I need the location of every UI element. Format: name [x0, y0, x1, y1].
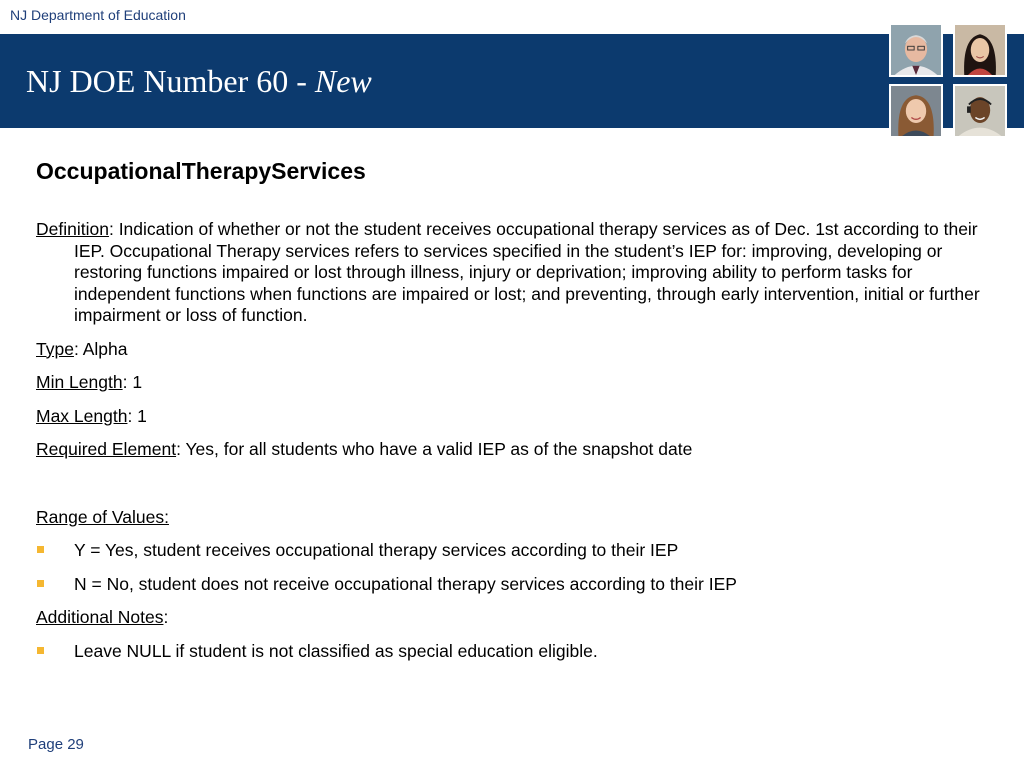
square-bullet-icon — [37, 546, 44, 553]
min-length-label: Min Length — [36, 372, 123, 392]
photo-woman-light-hair — [889, 84, 943, 138]
additional-note-null: Leave NULL if student is not classified as special education eligible. — [74, 640, 598, 661]
additional-notes-row — [36, 607, 986, 629]
max-length-label: Max Length — [36, 405, 128, 426]
photo-man-glasses — [889, 23, 943, 77]
type-row — [36, 339, 986, 361]
photo-man-headset — [953, 84, 1007, 138]
min-length-value: : 1 — [122, 372, 143, 392]
square-bullet-icon — [37, 647, 44, 654]
page-number: Page 29 — [28, 736, 84, 753]
required-element-label: Required Element — [36, 439, 177, 459]
definition-text: : Indication of whether or not the student receives occupational therapy services as of Dec. 1st according to their IEP. Occupational Therapy services refers to services specified in the student’s IEP for: improving, developing or restoring functions impaired or lost through illness, injury or deprivation; improving ability to perform tasks for independent functions when functions are impaired or lost; and preventing, through early intervention, initial or further impairment or loss of function. — [74, 219, 980, 325]
list-item — [36, 540, 986, 562]
definition-paragraph — [36, 219, 986, 327]
field-name-heading: OccupationalTherapyServices — [36, 158, 366, 184]
square-bullet-icon — [37, 580, 44, 587]
min-length-row — [36, 372, 986, 394]
definition-label: Definition — [36, 219, 109, 239]
list-item — [36, 641, 986, 663]
page-title — [26, 63, 372, 99]
page-title-main: NJ DOE Number 60 - — [26, 63, 315, 99]
max-length-value: : 1 — [127, 405, 147, 426]
page-title-emphasis: New — [314, 63, 372, 99]
max-length-row — [36, 406, 986, 428]
range-of-values-row — [36, 507, 986, 529]
required-element-row — [36, 439, 986, 461]
photo-woman-dark-hair — [953, 23, 1007, 77]
additional-notes-label: Additional Notes — [36, 607, 164, 627]
additional-notes-suffix: : — [163, 607, 169, 627]
list-item — [36, 574, 986, 596]
type-value: : Alpha — [73, 338, 128, 359]
field-details — [36, 219, 986, 674]
type-label: Type — [36, 338, 74, 359]
range-value-yes: Y = Yes, student receives occupational therapy services according to their IEP — [74, 540, 679, 560]
required-element-value: : Yes, for all students who have a valid IEP as of the snapshot date — [176, 439, 693, 459]
range-of-values-label: Range of Values: — [36, 506, 169, 527]
range-value-no: N = No, student does not receive occupational therapy services according to their IEP — [74, 573, 737, 594]
org-label: NJ Department of Education — [10, 7, 186, 23]
